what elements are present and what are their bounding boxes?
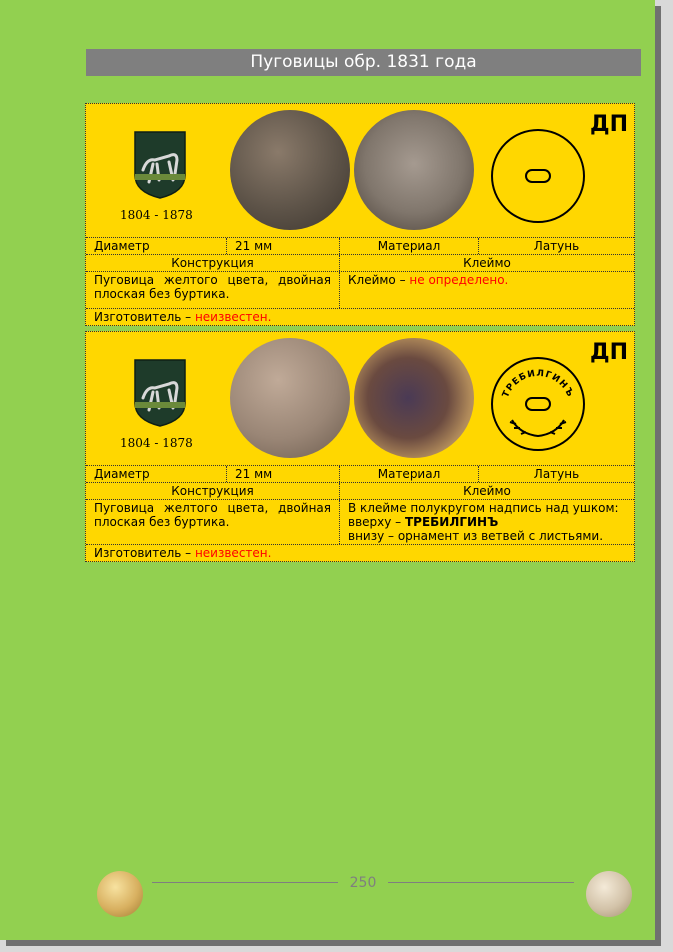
description-row bbox=[86, 272, 634, 309]
mark-text bbox=[339, 500, 634, 544]
button-schematic-icon bbox=[490, 128, 586, 224]
construction-text: Пуговица желтого цвета, двойная плоская без буртика. bbox=[94, 501, 331, 529]
maker-row bbox=[86, 545, 634, 561]
diameter-label: Диаметр bbox=[94, 467, 150, 481]
construction-text: Пуговица желтого цвета, двойная плоская без буртика. bbox=[94, 273, 331, 301]
maker-prefix: Изготовитель – bbox=[94, 310, 195, 324]
footer-coin-right-icon bbox=[586, 871, 632, 917]
description-row bbox=[86, 500, 634, 545]
maker-prefix: Изготовитель – bbox=[94, 546, 195, 560]
card-images bbox=[86, 104, 634, 238]
mark-line-2 bbox=[348, 515, 626, 529]
material-value: Латунь bbox=[478, 238, 634, 254]
material-value: Латунь bbox=[478, 466, 634, 482]
spec-row bbox=[86, 238, 634, 255]
header-row bbox=[86, 483, 634, 500]
mark-line-1: В клейме полукругом надпись над ушком: bbox=[348, 501, 619, 515]
diameter-value: 21 мм bbox=[226, 238, 339, 254]
maker-text bbox=[86, 545, 634, 561]
page-title: Пуговицы обр. 1831 года bbox=[86, 49, 641, 76]
maker-text bbox=[86, 309, 634, 325]
construction-label: Конструкция bbox=[171, 484, 254, 498]
footer-divider-left bbox=[152, 882, 338, 883]
button-reverse-image bbox=[354, 110, 474, 230]
header-row bbox=[86, 255, 634, 272]
button-reverse-image bbox=[354, 338, 474, 458]
mark-prefix: Клеймо – bbox=[348, 273, 410, 287]
mark-value: не определено. bbox=[409, 273, 509, 287]
button-card-1 bbox=[85, 103, 635, 326]
svg-text:ТРЕБИЛГИНЪ bbox=[501, 369, 575, 399]
footer-divider-right bbox=[388, 882, 574, 883]
mark-line-3: внизу – орнамент из ветвей с листьями. bbox=[348, 529, 604, 543]
years-label: 1804 - 1878 bbox=[120, 208, 193, 222]
diameter-label: Диаметр bbox=[94, 239, 150, 253]
construction-label: Конструкция bbox=[171, 256, 254, 270]
mark-label: Клеймо bbox=[339, 255, 634, 271]
mark-text bbox=[339, 272, 634, 308]
material-label: Материал bbox=[339, 238, 478, 254]
button-card-2 bbox=[85, 331, 635, 562]
maker-value: неизвестен. bbox=[194, 546, 272, 560]
type-mark: ДП bbox=[589, 340, 628, 365]
maker-value: неизвестен. bbox=[194, 310, 272, 324]
material-label: Материал bbox=[339, 466, 478, 482]
button-schematic-icon bbox=[490, 356, 586, 452]
schematic-text: ТРЕБИЛГИНЪ bbox=[501, 368, 575, 400]
button-obverse-image bbox=[230, 338, 350, 458]
mark-line-2-prefix: вверху – bbox=[348, 515, 405, 529]
coat-of-arms-icon bbox=[133, 130, 187, 200]
years-label: 1804 - 1878 bbox=[120, 436, 193, 450]
coat-of-arms-icon bbox=[133, 358, 187, 428]
page-number: 250 bbox=[349, 875, 377, 891]
footer-coin-left-icon bbox=[97, 871, 143, 917]
maker-row bbox=[86, 309, 634, 325]
diameter-value: 21 мм bbox=[226, 466, 339, 482]
type-mark: ДП bbox=[589, 112, 628, 137]
card-images bbox=[86, 332, 634, 466]
spec-row bbox=[86, 466, 634, 483]
button-obverse-image bbox=[230, 110, 350, 230]
mark-line-2-value: ТРЕБИЛГИНЪ bbox=[404, 515, 499, 529]
mark-label: Клеймо bbox=[339, 483, 634, 499]
